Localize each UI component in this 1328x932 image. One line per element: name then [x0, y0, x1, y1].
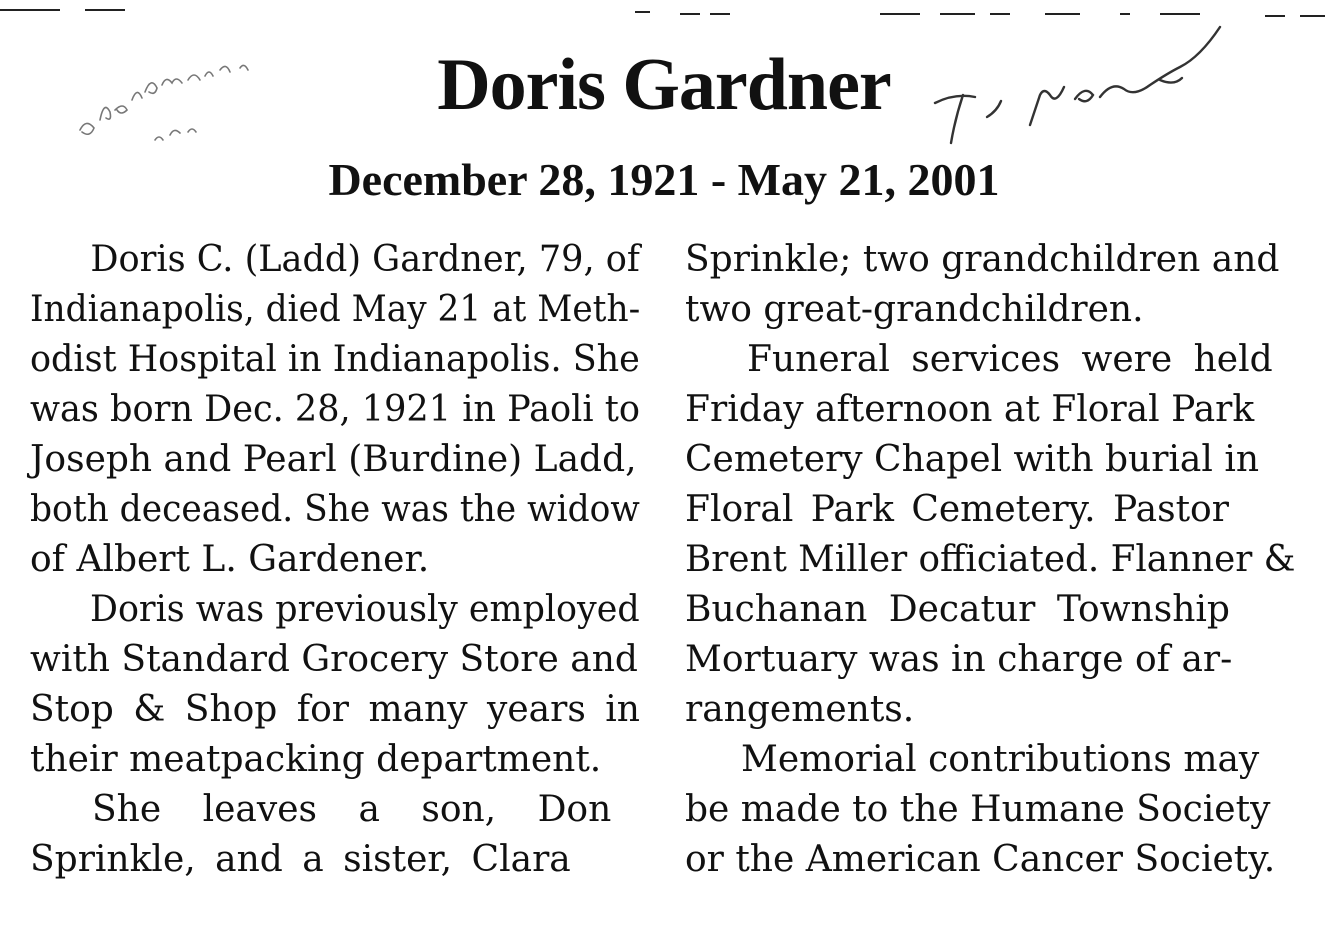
body-line: Doris C. (Ladd) Gardner, 79, of: [90, 239, 640, 280]
body-line: Cemetery Chapel with burial in: [685, 439, 1260, 480]
body-line: Stop & Shop for many years in: [30, 689, 640, 730]
body-line: two great-grandchildren.: [685, 289, 1144, 330]
right-text-column: [685, 235, 1295, 885]
body-line: was born Dec. 28, 1921 in Paoli to: [30, 389, 640, 430]
body-line: with Standard Grocery Store and: [30, 639, 638, 680]
body-line: Mortuary was in charge of ar-: [685, 639, 1233, 680]
body-line: Friday afternoon at Floral Park: [685, 389, 1255, 430]
body-line: or the American Cancer Society.: [685, 839, 1276, 880]
body-line: She leaves a son, Don: [92, 789, 612, 830]
body-line: Floral Park Cemetery. Pastor: [685, 489, 1229, 530]
body-line: odist Hospital in Indianapolis. She: [30, 339, 640, 380]
body-line: rangements.: [685, 689, 915, 730]
body-line: Buchanan Decatur Township: [685, 589, 1230, 630]
obituary-name-heading: Doris Gardner: [437, 44, 891, 126]
body-line: Sprinkle; two grandchildren and: [685, 239, 1280, 280]
body-line: Indianapolis, died May 21 at Meth-: [30, 289, 641, 330]
body-line: both deceased. She was the widow: [30, 489, 640, 530]
body-line: Joseph and Pearl (Burdine) Ladd,: [30, 439, 637, 480]
body-line: Doris was previously employed: [90, 589, 640, 630]
body-line: Brent Miller officiated. Flanner &: [685, 539, 1296, 580]
body-line: Sprinkle, and a sister, Clara: [30, 839, 571, 880]
body-line: their meatpacking department.: [30, 739, 602, 780]
body-line: Funeral services were held: [747, 339, 1273, 380]
body-line: Memorial contributions may: [741, 739, 1260, 780]
body-line: be made to the Humane Society: [685, 789, 1271, 830]
left-text-column: [30, 235, 640, 885]
body-line: of Albert L. Gardener.: [30, 539, 430, 580]
obituary-dates: December 28, 1921 - May 21, 2001: [328, 154, 1000, 205]
